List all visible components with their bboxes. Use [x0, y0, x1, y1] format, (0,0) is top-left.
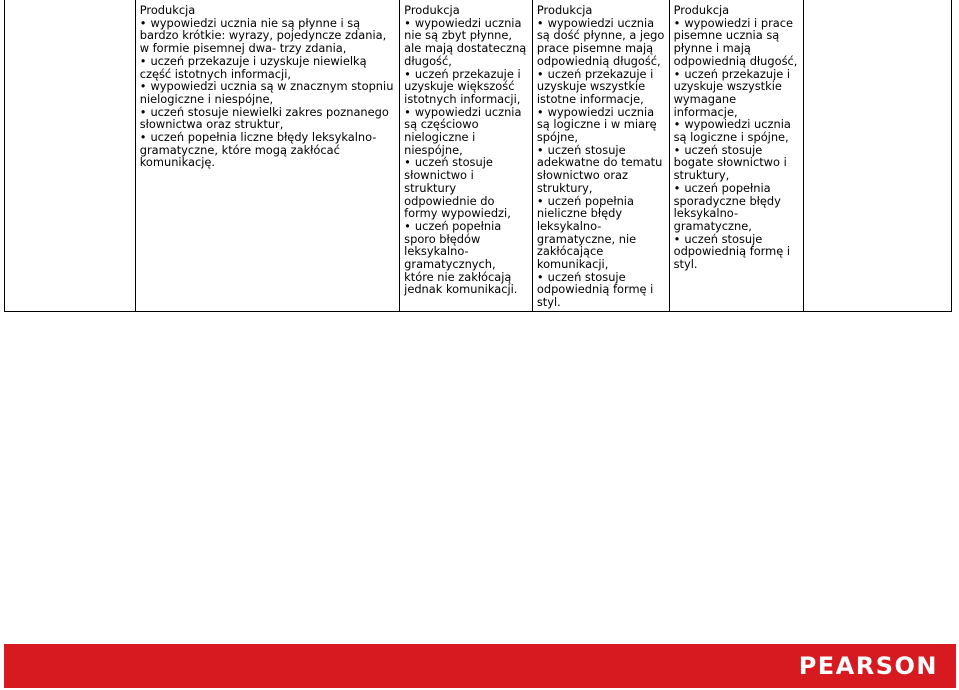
list-item: • uczeń stosuje odpowiednią formę i styl. — [536, 269, 654, 310]
list-item: • wypowiedzi ucznia są częściowo nielogiczne i niespójne, — [404, 104, 522, 157]
table-cell-level-4 — [670, 0, 805, 311]
table-cell-level-3 — [533, 0, 670, 311]
bullet-icon: • — [536, 193, 544, 208]
bullet-icon: • — [673, 231, 681, 246]
list-item: • uczeń stosuje bogate słownictwo i struktury, — [673, 142, 787, 183]
bullet-icon: • — [673, 66, 681, 81]
list-item: • uczeń stosuje adekwatne do tematu słownictwo oraz struktury, — [536, 142, 663, 195]
list-item: • wypowiedzi ucznia nie są płynne i są bardzo krótkie: wyrazy, pojedyncze zdania, w formie pisemnej dwa- trzy zdania, — [139, 15, 387, 56]
bullet-icon: • — [139, 53, 147, 68]
cell-title: Produkcja — [404, 3, 460, 17]
bullet-icon: • — [139, 79, 147, 94]
bullet-icon: • — [673, 142, 681, 157]
list-item: • uczeń popełnia nieliczne błędy leksykalno-gramatyczne, nie zakłócające komunikacji, — [536, 193, 637, 272]
list-item: • wypowiedzi ucznia są w znacznym stopniu nielogiczne i niespójne, — [139, 79, 394, 106]
bullet-icon: • — [673, 117, 681, 132]
table-cell-empty-left — [5, 0, 136, 311]
criteria-list — [404, 17, 528, 296]
bullet-icon: • — [404, 66, 411, 81]
bullet-icon: • — [536, 15, 544, 30]
list-item: • uczeń przekazuje i uzyskuje wszystkie wymagane informacje, — [673, 66, 791, 119]
criteria-list — [140, 17, 395, 169]
table-cell-level-2 — [400, 0, 533, 311]
list-item: • uczeń popełnia sporo błędów leksykalno-gramatycznych, które nie zakłócają jednak komunikacji. — [404, 218, 518, 297]
criteria-table — [4, 0, 952, 312]
bullet-icon: • — [404, 15, 411, 30]
list-item: • uczeń popełnia sporadyczne błędy leksykalno-gramatyczne, — [673, 180, 781, 233]
bullet-icon: • — [673, 180, 681, 195]
cell-title: Produkcja — [536, 3, 593, 17]
bullet-icon: • — [139, 130, 147, 145]
list-item: • wypowiedzi ucznia są logiczne i w miarę spójne, — [536, 104, 657, 145]
bullet-icon: • — [139, 104, 147, 119]
bullet-icon: • — [139, 15, 147, 30]
list-item: • uczeń przekazuje i uzyskuje większość istotnych informacji, — [404, 66, 521, 106]
bullet-icon: • — [673, 15, 681, 30]
pearson-logo: PEARSON — [798, 652, 938, 680]
list-item: • wypowiedzi ucznia nie są zbyt płynne, ale mają dostateczną długość, — [404, 15, 527, 68]
list-item: • uczeń stosuje słownictwo i struktury odpowiednie do formy wypowiedzi, — [404, 155, 511, 221]
list-item: • uczeń przekazuje i uzyskuje niewielką część istotnych informacji, — [139, 53, 367, 81]
cell-title: Produkcja — [673, 3, 730, 17]
criteria-list — [674, 17, 800, 271]
list-item: • uczeń stosuje odpowiednią formę i styl. — [673, 231, 791, 272]
table-cell-level-1 — [136, 0, 400, 311]
list-item: • wypowiedzi i prace pisemne ucznia są płynne i mają odpowiednią długość, — [673, 15, 798, 68]
criteria-list — [537, 17, 665, 309]
bullet-icon: • — [536, 104, 544, 119]
table-cell-empty-right — [804, 0, 951, 311]
bullet-icon: • — [536, 269, 544, 284]
bullet-icon: • — [536, 66, 544, 81]
footer-bar — [4, 644, 956, 688]
bullet-icon: • — [404, 155, 411, 170]
bullet-icon: • — [404, 218, 411, 233]
list-item: • wypowiedzi ucznia są dość płynne, a jego prace pisemne mają odpowiednią długość, — [536, 15, 665, 68]
list-item: • uczeń popełnia liczne błędy leksykalno-gramatyczne, które mogą zakłócać komunikację. — [139, 130, 377, 170]
list-item: • uczeń stosuje niewielki zakres poznanego słownictwa oraz struktur, — [139, 104, 389, 132]
bullet-icon: • — [536, 142, 544, 157]
bullet-icon: • — [404, 104, 411, 119]
cell-title: Produkcja — [139, 3, 196, 17]
list-item: • wypowiedzi ucznia są logiczne i spójne, — [673, 117, 791, 145]
list-item: • uczeń przekazuje i uzyskuje wszystkie istotne informacje, — [536, 66, 654, 106]
